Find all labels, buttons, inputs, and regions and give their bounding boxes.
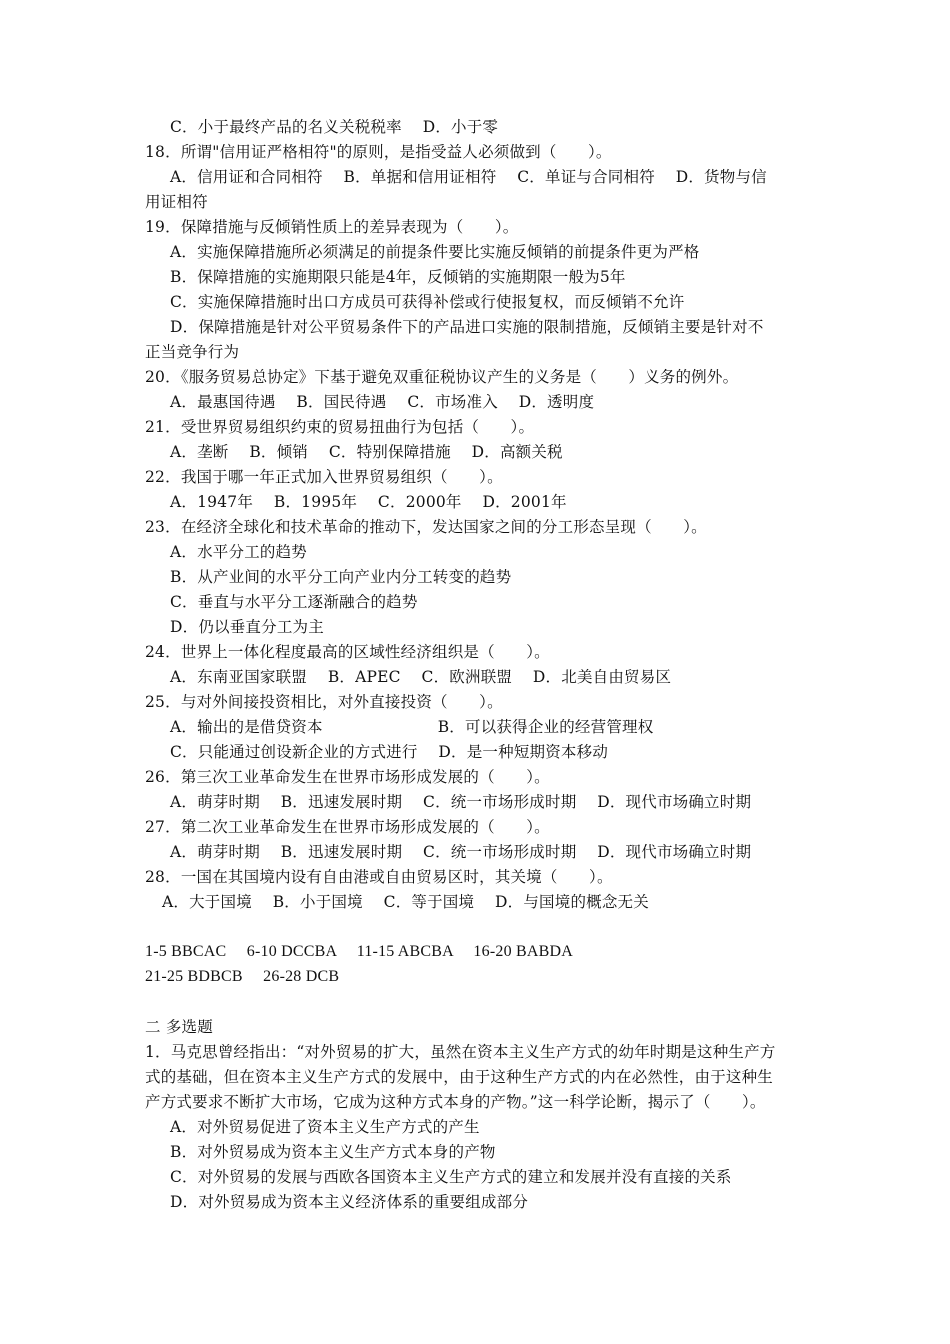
q28-question: 28．一国在其国境内设有自由港或自由贸易区时，其关境（ ）。 <box>145 868 613 886</box>
q23-option-c: C．垂直与水平分工逐渐融合的趋势 <box>170 593 418 611</box>
q18-options: A．信用证和合同相符 B．单据和信用证相符 C．单证与合同相符 D．货物与信 <box>170 168 767 186</box>
q24-question: 24．世界上一体化程度最高的区域性经济组织是（ ）。 <box>145 643 550 661</box>
q22-question: 22．我国于哪一年正式加入世界贸易组织（ ）。 <box>145 468 503 486</box>
mq1-option-c: C．对外贸易的发展与西欧各国资本主义生产方式的建立和发展并没有直接的关系 <box>170 1168 732 1186</box>
mq1-option-b: B．对外贸易成为资本主义生产方式本身的产物 <box>170 1143 496 1161</box>
mq1-question-line-2: 式的基础，但在资本主义生产方式的发展中，由于这种生产方式的内在必然性，由于这种生 <box>145 1068 774 1086</box>
q20-question: 20．《服务贸易总协定》下基于避免双重征税协议产生的义务是（ ）义务的例外。 <box>145 368 739 386</box>
mq1-question-line-1: 1．马克思曾经指出：“对外贸易的扩大，虽然在资本主义生产方式的幼年时期是这种生产方 <box>145 1043 776 1061</box>
q25-options-ab: A．输出的是借贷资本 B．可以获得企业的经营管理权 <box>170 718 654 736</box>
q22-options: A．1947年 B．1995年 C．2000年 D．2001年 <box>170 493 567 511</box>
answer-key-line-1: 1-5 BBCAC 6-10 DCCBA 11-15 ABCBA 16-20 BABDA <box>145 943 573 960</box>
q23-option-b: B．从产业间的水平分工向产业内分工转变的趋势 <box>170 568 512 586</box>
q25-question: 25．与对外间接投资相比，对外直接投资（ ）。 <box>145 693 503 711</box>
answer-key-line-2: 21-25 BDBCB 26-28 DCB <box>145 968 340 985</box>
q18-question: 18．所谓"信用证严格相符"的原则，是指受益人必须做到（ ）。 <box>145 143 612 161</box>
q26-question: 26．第三次工业革命发生在世界市场形成发展的（ ）。 <box>145 768 550 786</box>
mq1-option-a: A．对外贸易促进了资本主义生产方式的产生 <box>170 1118 480 1136</box>
section-heading-multiple-choice: 二 多选题 <box>145 1018 213 1036</box>
q24-options: A．东南亚国家联盟 B．APEC C．欧洲联盟 D．北美自由贸易区 <box>170 668 672 686</box>
q18-options-cont: 用证相符 <box>145 193 208 211</box>
q19-option-d: D．保障措施是针对公平贸易条件下的产品进口实施的限制措施，反倾销主要是针对不 <box>170 318 764 336</box>
q23-question: 23．在经济全球化和技术革命的推动下，发达国家之间的分工形态呈现（ ）。 <box>145 518 707 536</box>
q19-option-b: B．保障措施的实施期限只能是4年，反倾销的实施期限一般为5年 <box>170 268 626 286</box>
q20-options: A．最惠国待遇 B．国民待遇 C．市场准入 D．透明度 <box>170 393 595 411</box>
q19-option-d-cont: 正当竞争行为 <box>145 343 240 361</box>
q26-options: A．萌芽时期 B．迅速发展时期 C．统一市场形成时期 D．现代市场确立时期 <box>170 793 752 811</box>
q19-option-a: A．实施保障措施所必须满足的前提条件要比实施反倾销的前提条件更为严格 <box>170 243 700 261</box>
q23-option-a: A．水平分工的趋势 <box>170 543 307 561</box>
q23-option-d: D．仍以垂直分工为主 <box>170 618 324 636</box>
q19-option-c: C．实施保障措施时出口方成员可获得补偿或行使报复权，而反倾销不允许 <box>170 293 685 311</box>
q28-options: A．大于国境 B．小于国境 C．等于国境 D．与国境的概念无关 <box>162 893 649 911</box>
mq1-question-line-3: 产方式要求不断扩大市场，它成为这种方式本身的产物。”这一科学论断，揭示了（ ）。 <box>145 1093 766 1111</box>
q25-options-cd: C．只能通过创设新企业的方式进行 D．是一种短期资本移动 <box>170 743 609 761</box>
q21-question: 21．受世界贸易组织约束的贸易扭曲行为包括（ ）。 <box>145 418 535 436</box>
q19-question: 19．保障措施与反倾销性质上的差异表现为（ ）。 <box>145 218 519 236</box>
q27-question: 27．第二次工业革命发生在世界市场形成发展的（ ）。 <box>145 818 550 836</box>
q17-option-line: C．小于最终产品的名义关税税率 D．小于零 <box>170 118 499 136</box>
q27-options: A．萌芽时期 B．迅速发展时期 C．统一市场形成时期 D．现代市场确立时期 <box>170 843 752 861</box>
q21-options: A．垄断 B．倾销 C．特别保障措施 D．高额关税 <box>170 443 563 461</box>
mq1-option-d: D．对外贸易成为资本主义经济体系的重要组成部分 <box>170 1193 529 1211</box>
